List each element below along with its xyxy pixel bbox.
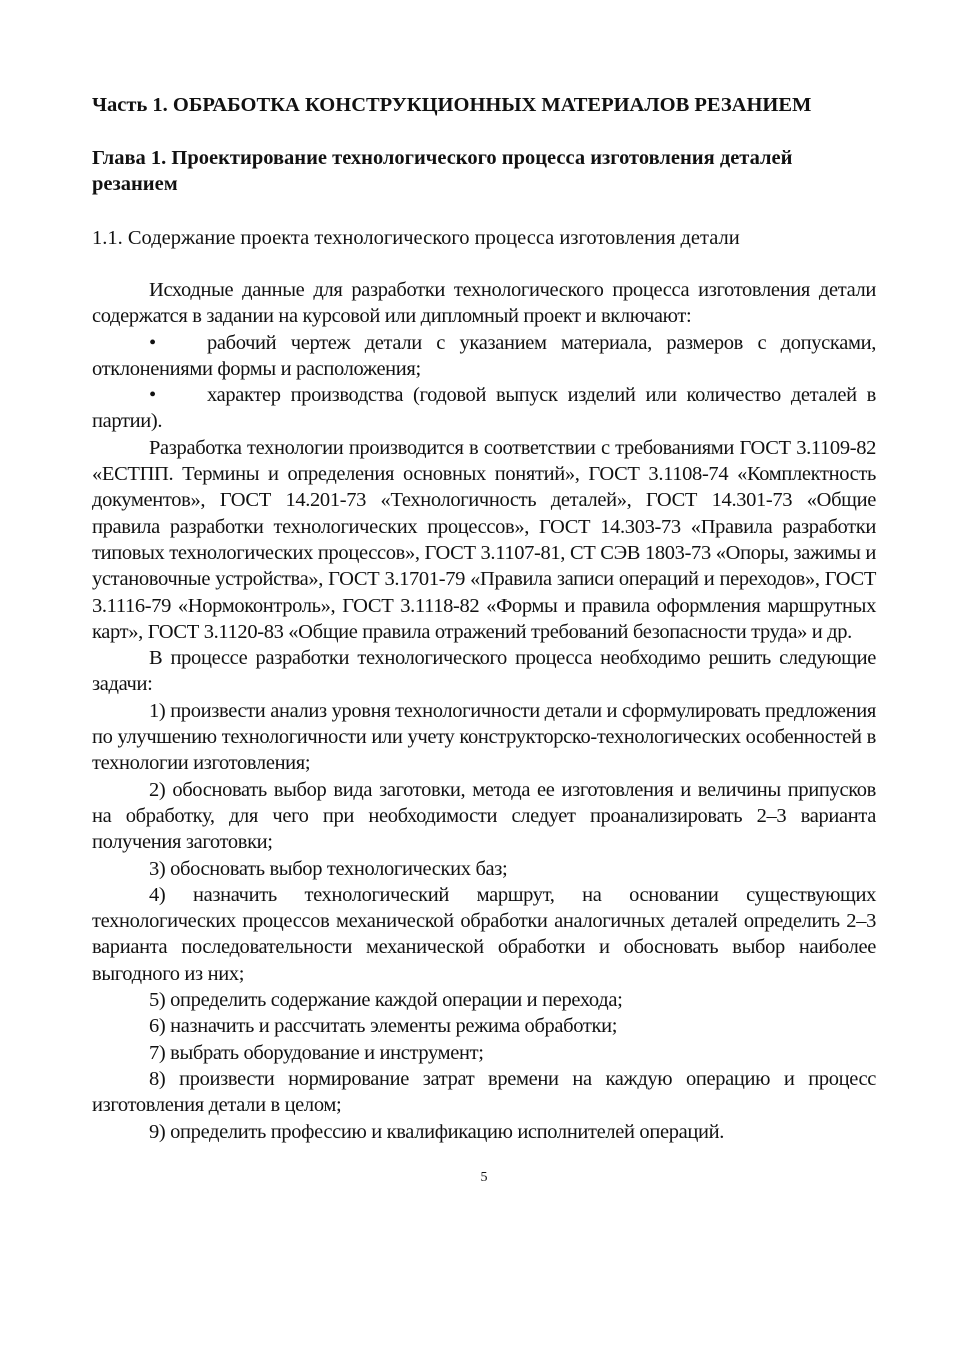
chapter-title: Глава 1. Проектирование технологического процесса изготовления деталей резанием (92, 146, 793, 195)
task-item: 4) назначить технологический маршрут, на основании существующих технологических процессов механической обработки аналогичных деталей определить 2–3 варианта последовательности механической обработки и обосновать выбор наиболее выгодного из них; (92, 883, 876, 985)
bullet-icon: • (149, 384, 156, 407)
task-item: 8) произвести нормирование затрат времени на каждую операцию и процесс изготовления детали в целом; (92, 1067, 876, 1117)
task-item: 5) определить содержание каждой операции и перехода; (149, 989, 623, 1012)
task-item: 9) определить профессию и квалификацию исполнителей операций. (149, 1120, 724, 1143)
bullet-text: характер производства (годовой выпуск изделий или количество деталей в партии). (92, 384, 876, 433)
bullet-icon: • (149, 331, 156, 354)
bullet-item (92, 382, 876, 435)
section-title: 1.1. Содержание проекта технологического процесса изготовления детали (92, 226, 740, 249)
intro-paragraph: Исходные данные для разработки технологического процесса изготовления детали содержатся в задании на курсовой или дипломный проект и включают: (92, 279, 876, 328)
task-item: 6) назначить и рассчитать элементы режима обработки; (149, 1015, 618, 1038)
part-title: Часть 1. ОБРАБОТКА КОНСТРУКЦИОННЫХ МАТЕРИАЛОВ РЕЗАНИЕМ (92, 94, 812, 116)
task-item: 1) произвести анализ уровня технологичности детали и сформулировать предложения по улучшению технологичности или учету конструкторско-технологических особенностей в технологии изготовления; (92, 699, 876, 775)
tasks-intro: В процессе разработки технологического процесса необходимо решить следующие задачи: (92, 647, 876, 696)
bullet-text: рабочий чертеж детали с указанием материала, размеров с допусками, отклонениями формы и расположения; (92, 331, 876, 380)
task-item: 2) обосновать выбор вида заготовки, метода ее изготовления и величины припусков на обработку, для чего при необходимости следует проанализировать 2–3 варианта получения заготовки; (92, 778, 876, 854)
task-item: 3) обосновать выбор технологических баз; (149, 857, 508, 880)
task-item: 7) выбрать оборудование и инструмент; (149, 1041, 484, 1064)
standards-paragraph: Разработка технологии производится в соответствии с требованиями ГОСТ 3.1109-82 «ЕСТПП. Термины и определения основных понятий», ГОСТ 3.1108-74 «Комплектность документов», ГОСТ 14.201-73 «Технологичность деталей», ГОСТ 14.301-73 «Общие правила разработки технологических процессов», ГОСТ 14.303-73 «Правила разработки типовых технологических процессов», ГОСТ 3.1107-81, СТ СЭВ 1803-73 «Опоры, зажимы и установочные устройства», ГОСТ 3.1701-79 «Правила записи операций и переходов», ГОСТ 3.1116-79 «Нормоконтроль», ГОСТ 3.1118-82 «Формы и правила оформления маршрутных карт», ГОСТ 3.1120-83 «Общие правила отражений требований безопасности труда» и др. (92, 436, 876, 643)
bullet-item (92, 330, 876, 383)
document-page (92, 0, 876, 1145)
page-number: 5 (480, 1169, 488, 1185)
